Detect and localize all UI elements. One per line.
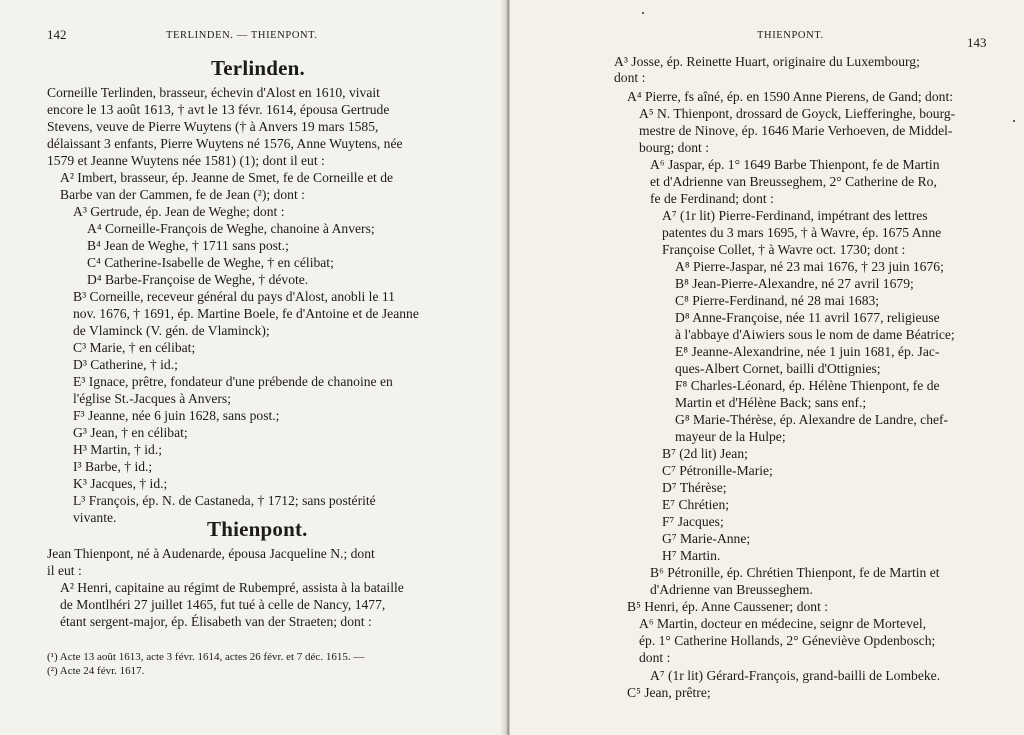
entry-line: E³ Ignace, prêtre, fondateur d'une prébende de chanoine en — [73, 374, 393, 389]
entry-line: l'église St.-Jacques à Anvers; — [73, 391, 231, 406]
entry-line: ép. 1° Catherine Hollands, 2° Géneviève Opdenbosch; — [639, 633, 936, 648]
entry-line: A⁶ Martin, docteur en médecine, seignr de Mortevel, — [639, 616, 927, 631]
entry-line: E⁸ Jeanne-Alexandrine, née 1 juin 1681, ép. Jac- — [675, 344, 940, 359]
entry-line: A⁶ Jaspar, ép. 1° 1649 Barbe Thienpont, fe de Martin — [650, 157, 940, 172]
entry-line: vivante. — [73, 510, 117, 525]
section-title-terlinden: Terlinden. — [211, 56, 305, 80]
entry-line: F⁷ Jacques; — [662, 514, 724, 529]
entry-line: F⁸ Charles-Léonard, ép. Hélène Thienpont, fe de — [675, 378, 940, 393]
entry-line: et d'Adrienne van Breusseghem, 2° Catherine de Ro, — [650, 174, 937, 189]
entry-line: bourg; dont : — [639, 140, 709, 155]
entry-line: A⁴ Pierre, fs aîné, ép. en 1590 Anne Pierens, de Gand; dont: — [627, 89, 954, 104]
entry-line: A⁷ (1r lit) Gérard-François, grand-bailli de Lombeke. — [650, 668, 941, 683]
entry-line: C⁵ Jean, prêtre; — [627, 685, 711, 700]
entry-line: mestre de Ninove, ép. 1646 Marie Verhoeven, de Middel- — [639, 123, 953, 138]
right-folio: 143 — [967, 35, 987, 50]
entry-line: Barbe van der Cammen, fe de Jean (²); dont : — [60, 187, 305, 202]
entry-line: ques-Albert Cornet, bailli d'Ottignies; — [675, 361, 881, 376]
section2-line: il eut : — [47, 563, 82, 578]
entry-line: à l'abbaye d'Aiwiers sous le nom de dame Béatrice; — [675, 327, 955, 342]
entry-line: d'Adrienne van Breusseghem. — [650, 582, 813, 597]
left-folio: 142 — [47, 27, 67, 42]
entry-line: D⁴ Barbe-Françoise de Weghe, † dévote. — [87, 272, 309, 287]
entry-line: L³ François, ép. N. de Castaneda, † 1712; sans postérité — [73, 493, 376, 508]
footnote: (²) Acte 24 févr. 1617. — [47, 665, 145, 677]
entry-line: A³ Josse, ép. Reinette Huart, originaire du Luxembourg; — [614, 54, 920, 69]
entry-line: B⁴ Jean de Weghe, † 1711 sans post.; — [87, 238, 289, 253]
entry-line: nov. 1676, † 1691, ép. Martine Boele, fe d'Antoine et de Jeanne — [73, 306, 419, 321]
entry-line: G⁷ Marie-Anne; — [662, 531, 751, 546]
entry-line: mayeur de la Hulpe; — [675, 429, 786, 444]
entry-line: dont : — [639, 650, 671, 665]
section2-line: étant sergent-major, ép. Élisabeth van der Straeten; dont : — [60, 614, 372, 629]
section2-line: Jean Thienpont, né à Audenarde, épousa Jacqueline N.; dont — [47, 546, 375, 561]
paper-speck — [642, 12, 644, 14]
left-page — [0, 0, 506, 735]
intro-line: encore le 13 août 1613, † avt le 13 févr. 1614, épousa Gertrude — [47, 102, 390, 117]
paper-speck — [1013, 120, 1015, 122]
intro-line: Stevens, veuve de Pierre Wuytens († à Anvers 19 mars 1585, — [47, 119, 379, 134]
entry-line: F³ Jeanne, née 6 juin 1628, sans post.; — [73, 408, 280, 423]
entry-line: A⁸ Pierre-Jaspar, né 23 mai 1676, † 23 juin 1676; — [675, 259, 944, 274]
entry-line: G³ Jean, † en célibat; — [73, 425, 188, 440]
entry-line: A³ Gertrude, ép. Jean de Weghe; dont : — [73, 204, 285, 219]
entry-line: B⁷ (2d lit) Jean; — [662, 446, 748, 461]
entry-line: D⁸ Anne-Françoise, née 11 avril 1677, religieuse — [675, 310, 940, 325]
entry-line: patentes du 3 mars 1695, † à Wavre, ép. 1675 Anne — [662, 225, 942, 240]
entry-line: I³ Barbe, † id.; — [73, 459, 153, 474]
entry-line: D³ Catherine, † id.; — [73, 357, 178, 372]
right-running-head: THIENPONT. — [757, 30, 824, 41]
entry-line: Françoise Collet, † à Wavre oct. 1730; dont : — [662, 242, 906, 257]
entry-line: A⁷ (1r lit) Pierre-Ferdinand, impétrant des lettres — [662, 208, 928, 223]
right-page — [510, 0, 1024, 735]
left-running-head: TERLINDEN. — THIENPONT. — [166, 30, 318, 41]
entry-line: fe de Ferdinand; dont : — [650, 191, 774, 206]
entry-line: B⁵ Henri, ép. Anne Caussener; dont : — [627, 599, 829, 614]
entry-line: D⁷ Thérèse; — [662, 480, 727, 495]
entry-line: B³ Corneille, receveur général du pays d'Alost, anobli le 11 — [73, 289, 395, 304]
entry-line: B⁸ Jean-Pierre-Alexandre, né 27 avril 1679; — [675, 276, 914, 291]
section2-line: A² Henri, capitaine au régimt de Rubempré, assista à la bataille — [60, 580, 404, 595]
entry-line: H⁷ Martin. — [662, 548, 721, 563]
footnote: (¹) Acte 13 août 1613, acte 3 févr. 1614, actes 26 févr. et 7 déc. 1615. — — [47, 651, 365, 663]
entry-line: Martin et d'Hélène Back; sans enf.; — [675, 395, 867, 410]
intro-line: Corneille Terlinden, brasseur, échevin d'Alost en 1610, vivait — [47, 85, 380, 100]
entry-line: C³ Marie, † en célibat; — [73, 340, 196, 355]
entry-line: A⁴ Corneille-François de Weghe, chanoine à Anvers; — [87, 221, 375, 236]
section-title-thienpont: Thienpont. — [207, 517, 308, 541]
entry-line: C⁷ Pétronille-Marie; — [662, 463, 773, 478]
entry-line: H³ Martin, † id.; — [73, 442, 163, 457]
entry-line: E⁷ Chrétien; — [662, 497, 730, 512]
entry-line: dont : — [614, 70, 646, 85]
entry-line: A⁵ N. Thienpont, drossard de Goyck, Liefferinghe, bourg- — [639, 106, 956, 121]
entry-line: G⁸ Marie-Thérèse, ép. Alexandre de Landre, chef- — [675, 412, 949, 427]
entry-line: de Vlaminck (V. gén. de Vlaminck); — [73, 323, 270, 338]
section2-line: de Montlhéri 27 juillet 1465, fut tué à celle de Nancy, 1477, — [60, 597, 386, 612]
entry-line: B⁶ Pétronille, ép. Chrétien Thienpont, fe de Martin et — [650, 565, 940, 580]
entry-line: C⁸ Pierre-Ferdinand, né 28 mai 1683; — [675, 293, 880, 308]
entry-line: C⁴ Catherine-Isabelle de Weghe, † en célibat; — [87, 255, 334, 270]
entry-line: K³ Jacques, † id.; — [73, 476, 168, 491]
intro-line: délaissant 3 enfants, Pierre Wuytens né 1576, Anne Wuytens, née — [47, 136, 403, 151]
intro-line: 1579 et Jeanne Wuytens née 1581) (1); dont il eut : — [47, 153, 325, 168]
entry-line: A² Imbert, brasseur, ép. Jeanne de Smet, fe de Corneille et de — [60, 170, 394, 185]
